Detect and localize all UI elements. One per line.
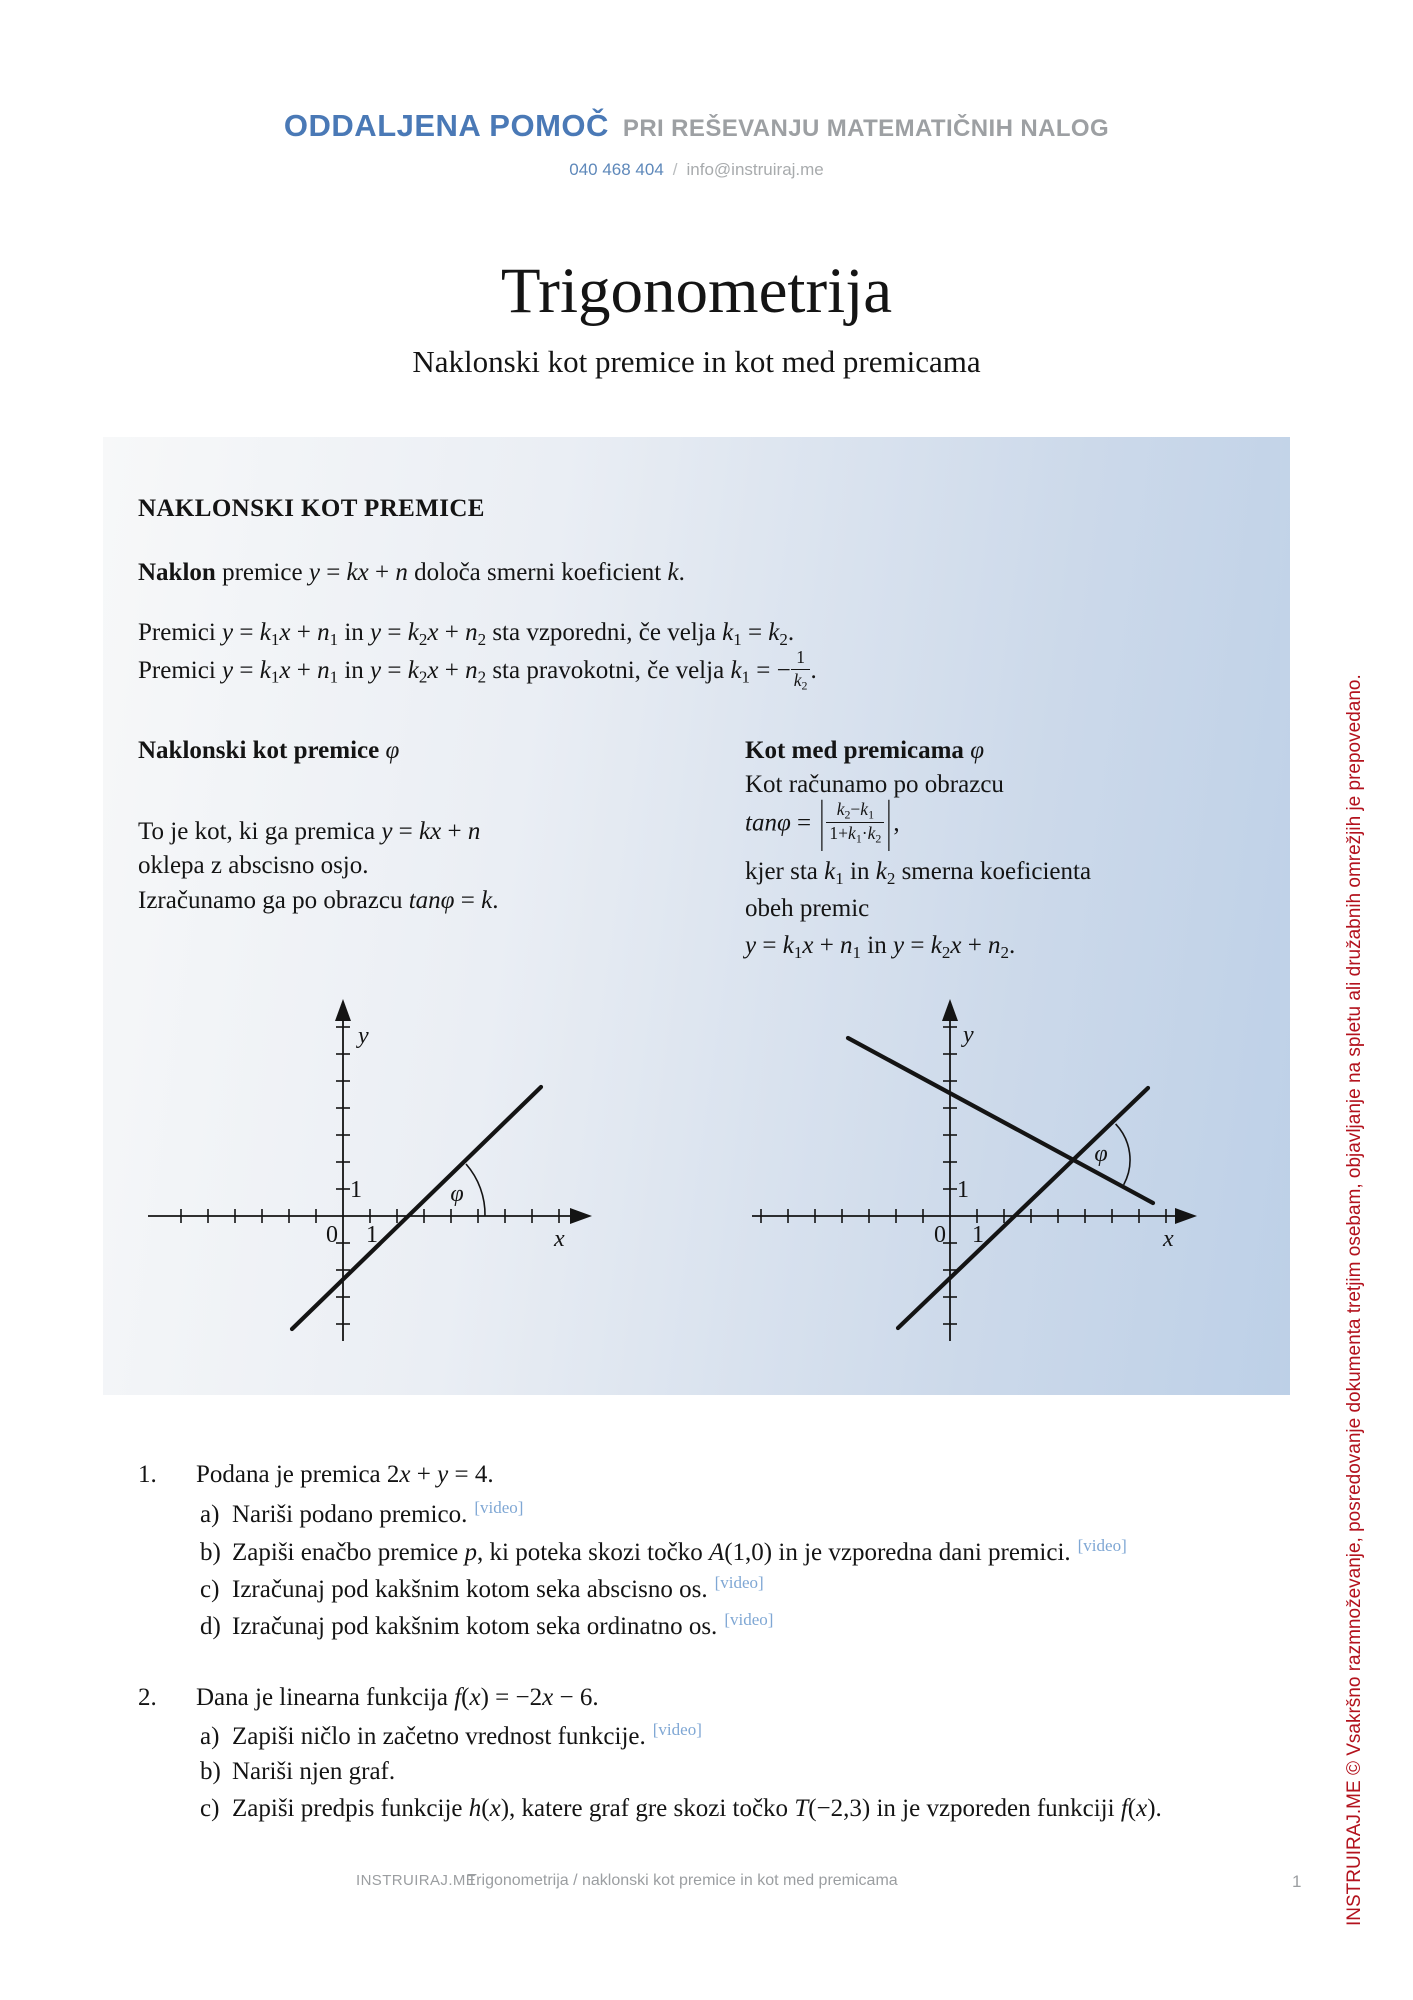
x-unit-label: 1 <box>366 1222 378 1248</box>
brand-logo: ODDALJENA POMOČ <box>283 108 609 143</box>
y-axis-label: y <box>358 1023 369 1049</box>
footer-brand: INSTRUIRAJ.ME <box>356 1872 477 1889</box>
exercise-number: 1. <box>138 1461 157 1488</box>
theory-naklon-line: Naklon premice y = kx + n določa smerni koeficient k. <box>138 559 685 586</box>
x-axis-label: x <box>1163 1226 1174 1252</box>
header <box>0 108 1393 144</box>
y-axis-label: y <box>963 1022 974 1048</box>
item-text: Zapiši enačbo premice p, ki poteka skozi točko A(1,0) in je vzporedna dani premici. <box>232 1539 1071 1566</box>
right-column-line2: obeh premic <box>745 895 870 922</box>
angle-formula: tanφ = | $\frac{k2-k1}{1+k1\cdot k2}$ |, <box>745 791 900 853</box>
y-axis-arrow <box>335 999 351 1021</box>
header-contact <box>0 160 1393 180</box>
exercise-1b <box>200 1536 1127 1567</box>
item-text: Zapiši ničlo in začetno vrednost funkcije. <box>232 1723 646 1750</box>
exercise-2c <box>200 1795 1162 1823</box>
item-label: a) <box>200 1501 220 1528</box>
video-link[interactable]: [video] <box>714 1573 764 1592</box>
video-link[interactable]: [video] <box>652 1720 702 1739</box>
tick-marks <box>181 1027 559 1324</box>
page-title: Trigonometrija <box>500 255 893 327</box>
line-positive-slope <box>292 1087 541 1329</box>
exercise-1d <box>200 1610 773 1641</box>
item-text: Izračunaj pod kakšnim kotom seka ordinatno os. <box>232 1613 718 1640</box>
copyright-watermark: INSTRUIRAJ.ME © Vsakršno razmnoževanje, posredovanje dokumenta tretjim osebam, objavljanje na spletu ali družabnih omrežjih je prepovedano. <box>1344 674 1365 1926</box>
theory-heading: NAKLONSKI KOT PREMICE <box>138 495 485 522</box>
item-label: d) <box>200 1613 221 1640</box>
y-unit-label: 1 <box>350 1177 362 1203</box>
item-label: b) <box>200 1539 221 1566</box>
phi-label: φ <box>1094 1141 1108 1167</box>
item-label: b) <box>200 1758 221 1785</box>
exercise-2 <box>138 1684 599 1712</box>
y-unit-label: 1 <box>957 1177 969 1203</box>
item-text: Zapiši predpis funkcije h(x), katere graf gre skozi točko T(−2,3) in je vzporeden funkciji f(x). <box>232 1795 1162 1822</box>
axes <box>752 1007 1187 1341</box>
theory-parallel-line: Premici y = k1x + n1 in y = k2x + n2 sta vzporedni, če velja k1 = k2. <box>138 619 795 649</box>
item-label: a) <box>200 1723 220 1750</box>
angle-arc <box>1116 1124 1130 1185</box>
left-column-line3: Izračunamo ga po obrazcu tanφ = k. <box>138 887 499 914</box>
phi-label: φ <box>450 1181 464 1207</box>
item-label: c) <box>200 1576 220 1603</box>
exercise-2b <box>200 1758 395 1786</box>
x-unit-label: 1 <box>972 1222 984 1248</box>
angle-arc <box>466 1164 485 1216</box>
left-column-line2: oklepa z abscisno osjo. <box>138 852 369 879</box>
exercise-intro: Dana je linearna funkcija f(x) = −2x − 6. <box>196 1684 599 1711</box>
item-text: Nariši njen graf. <box>232 1758 396 1785</box>
page-subtitle: Naklonski kot premice in kot med premicama <box>412 344 981 379</box>
line-negative-slope <box>848 1038 1153 1203</box>
y-axis-arrow <box>942 999 958 1021</box>
line-positive-slope <box>898 1088 1148 1328</box>
right-column-heading: Kot med premicama φ <box>745 737 985 764</box>
video-link[interactable]: [video] <box>474 1498 524 1517</box>
contact-separator: / <box>672 160 678 179</box>
phone-number: 040 468 404 <box>569 160 664 179</box>
exercise-number: 2. <box>138 1684 157 1711</box>
x-axis-arrow <box>1175 1208 1197 1224</box>
video-link[interactable]: [video] <box>724 1610 774 1629</box>
left-column-heading: Naklonski kot premice φ <box>138 737 400 764</box>
exercise-2a <box>200 1720 702 1751</box>
exercise-intro: Podana je premica 2x + y = 4. <box>196 1461 494 1488</box>
item-label: c) <box>200 1795 220 1822</box>
graph-angle-between-lines <box>745 985 1215 1355</box>
exercise-1 <box>138 1461 494 1489</box>
graph-inclination-angle <box>140 985 610 1355</box>
origin-label: 0 <box>326 1222 338 1248</box>
theory-perpendicular-line: Premici y = k1x + n1 in y = k2x + n2 sta pravokotni, če velja k1 = − $\frac{1}{k2}$ . <box>138 646 817 693</box>
item-text: Nariši podano premico. <box>232 1501 468 1528</box>
exercise-1c <box>200 1573 764 1604</box>
theory-panel <box>103 437 1290 1395</box>
right-column-intro: Kot računamo po obrazcu <box>745 771 1004 798</box>
brand-tagline: PRI REŠEVANJU MATEMATIČNIH NALOG <box>622 115 1110 142</box>
footer-page-number: 1 <box>1292 1872 1302 1891</box>
video-link[interactable]: [video] <box>1077 1536 1127 1555</box>
left-column-line1: To je kot, ki ga premica y = kx + n <box>138 818 481 845</box>
exercise-1a <box>200 1498 523 1529</box>
x-axis-arrow <box>570 1208 592 1224</box>
x-axis-label: x <box>554 1226 565 1252</box>
email-address: info@instruiraj.me <box>686 160 824 179</box>
footer-document-title: Trigonometrija / naklonski kot premice in kot med premicama <box>467 1872 898 1889</box>
right-column-line3: y = k1x + n1 in y = k2x + n2. <box>745 932 1016 962</box>
origin-label: 0 <box>934 1222 946 1248</box>
item-text: Izračunaj pod kakšnim kotom seka abscisno os. <box>232 1576 708 1603</box>
right-column-line1: kjer sta k1 in k2 smerna koeficienta <box>745 858 1092 888</box>
axes <box>148 1007 582 1341</box>
